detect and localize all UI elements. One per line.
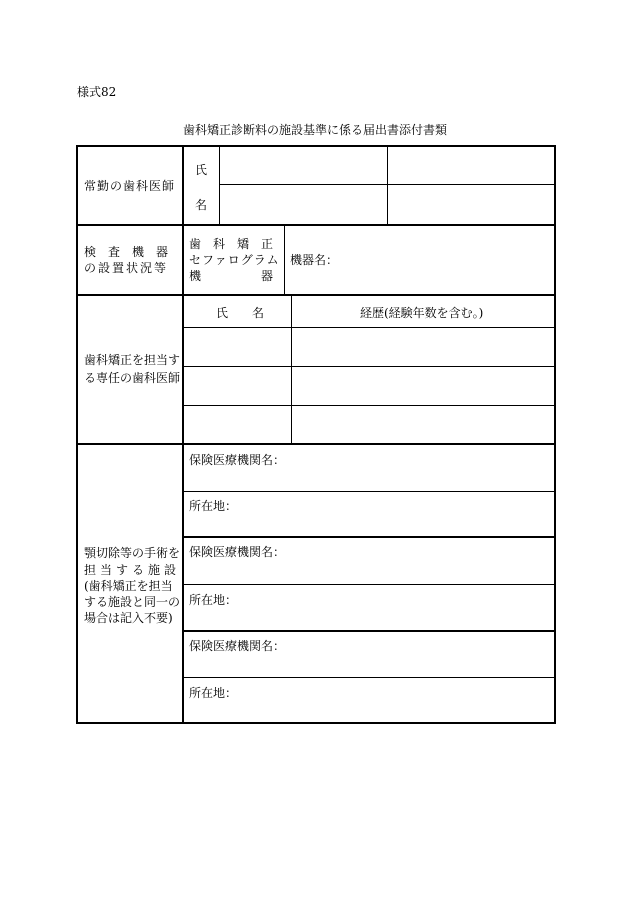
orthodontist-career-field-1[interactable] — [292, 328, 554, 366]
dentist-name-field-2[interactable] — [388, 147, 554, 184]
device-name-field[interactable] — [340, 226, 554, 294]
device-label-line1: 歯 科 矯 正 — [189, 237, 274, 251]
facility-label-line2: 担当する施設 — [84, 563, 181, 577]
institution-field-1[interactable] — [288, 445, 554, 491]
orthodontist-name-field-3[interactable] — [184, 406, 291, 443]
document-title: 歯科矯正診断料の施設基準に係る届出書添付書類 — [182, 123, 447, 137]
institution-label-3: 保険医療機関名： — [189, 639, 286, 653]
column-header-name: 氏 名 — [216, 306, 265, 320]
equipment-label-line2: の設置状況等 — [84, 261, 169, 275]
institution-field-2[interactable] — [288, 538, 554, 584]
form-table — [76, 145, 556, 724]
facility-label-line5: 場合は記入不要) — [84, 611, 173, 625]
address-label-2: 所在地： — [189, 593, 238, 607]
address-label-3: 所在地： — [189, 686, 238, 700]
name-label-mei: 名 — [195, 198, 208, 212]
address-field-1[interactable] — [238, 492, 554, 536]
orthodontist-career-field-3[interactable] — [292, 406, 554, 443]
institution-label-1: 保険医療機関名： — [189, 453, 286, 467]
facility-label-line1: 顎切除等の手術を — [84, 546, 181, 560]
facility-label-line3: (歯科矯正を担当 — [84, 579, 173, 593]
address-field-3[interactable] — [238, 678, 554, 722]
dentist-section-label: 常勤の歯科医師 — [84, 179, 176, 193]
device-label-line2: セファログラム — [189, 253, 280, 267]
address-label-1: 所在地： — [189, 499, 238, 513]
dentist-name-field-3[interactable] — [220, 185, 387, 224]
form-number: 様式82 — [77, 85, 117, 99]
name-label-shi: 氏 — [195, 163, 208, 177]
orthodontist-name-field-1[interactable] — [184, 328, 291, 366]
section-divider-2 — [78, 294, 554, 296]
orthodontist-name-field-2[interactable] — [184, 367, 291, 405]
dentist-name-field-4[interactable] — [388, 185, 554, 224]
orthodontist-career-field-2[interactable] — [292, 367, 554, 405]
address-field-2[interactable] — [238, 585, 554, 630]
institution-field-3[interactable] — [288, 632, 554, 677]
device-name-label: 機器名： — [290, 253, 339, 267]
facility-label-line4: する施設と同一の — [84, 595, 181, 609]
column-header-career: 経歴(経験年数を含む。) — [360, 306, 484, 320]
device-label-line3: 機 器 — [189, 269, 274, 283]
institution-label-2: 保険医療機関名： — [189, 545, 286, 559]
dentist-name-field-1[interactable] — [220, 147, 387, 184]
orthodontist-label-line1: 歯科矯正を担当す — [84, 353, 181, 367]
device-label-divider — [284, 226, 285, 294]
equipment-label-line1: 検 査 機 器 — [84, 245, 169, 259]
orthodontist-label-line2: る専任の歯科医師 — [84, 371, 181, 385]
